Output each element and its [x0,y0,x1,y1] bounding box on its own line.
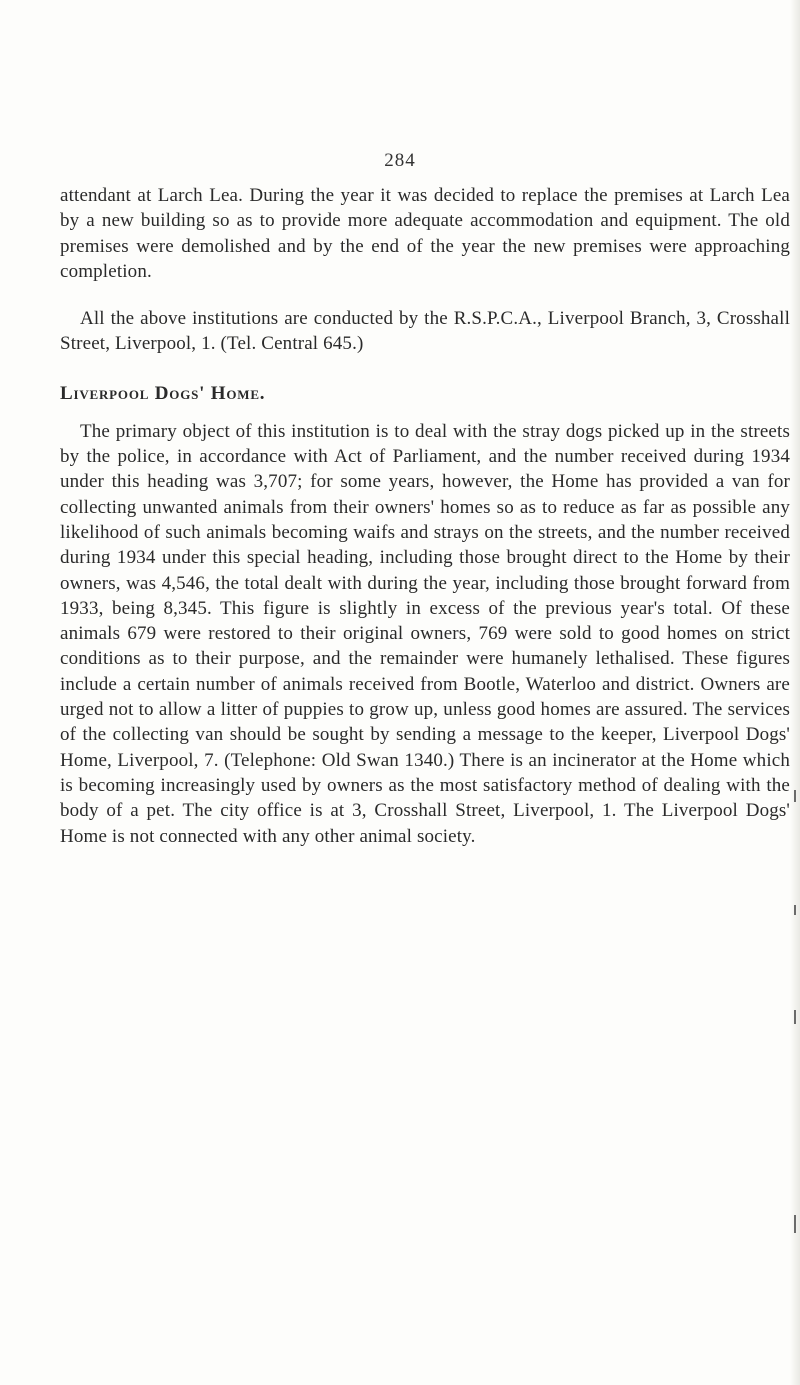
page-number: 284 [384,150,416,171]
page-content [60,183,790,849]
paragraph-dogs-home: The primary object of this institution is to deal with the stray dogs picked up in the streets by the police, in accordance with Act of Parliament, and the number received during 1934 under this heading was 3,707; for some years, however, the Home has provided a van for collecting unwanted animals from their owners' homes so as to reduce as far as possible any likelihood of such animals becoming waifs and strays on the streets, and the number received during 1934 under this special heading, including those brought direct to the Home by their owners, was 4,546, the total dealt with during the year, including those brought forward from 1933, being 8,345. This figure is slightly in excess of the previous year's total. Of these animals 679 were restored to their original owners, 769 were sold to good homes on strict conditions as to their purpose, and the remainder were humanely lethalised. These figures include a certain number of animals received from Bootle, Waterloo and district. Owners are urged not to allow a litter of puppies to grow up, unless good homes are assured. The services of the collecting van should be sought by sending a message to the keeper, Liverpool Dogs' Home, Liverpool, 7. (Telephone: Old Swan 1340.) There is an incinerator at the Home which is becoming increasingly used by owners as the most satisfactory method of dealing with the body of a pet. The city office is at 3, Crosshall Street, Liverpool, 1. The Liverpool Dogs' Home is not connected with any other animal society. [60,420,790,847]
paragraph-rspca-institutions: All the above institutions are conducted by the R.S.P.C.A., Liverpool Branch, 3, Crosshall Street, Liverpool, 1. (Tel. Central 645.) [60,308,790,355]
scan-artifact [794,790,796,802]
paragraph-larch-lea: attendant at Larch Lea. During the year it was decided to replace the premises at Larch Lea by a new building so as to provide more adequate accommodation and equipment. The old premises were demolished and by the end of the year the new premises were approaching completion. [60,185,790,282]
scan-artifact [794,1215,796,1233]
scan-artifact [794,1010,796,1024]
section-heading-dogs-home: Liverpool Dogs' Home. [60,382,266,404]
scan-artifact [794,905,796,915]
page-edge-shadow [790,0,800,1385]
